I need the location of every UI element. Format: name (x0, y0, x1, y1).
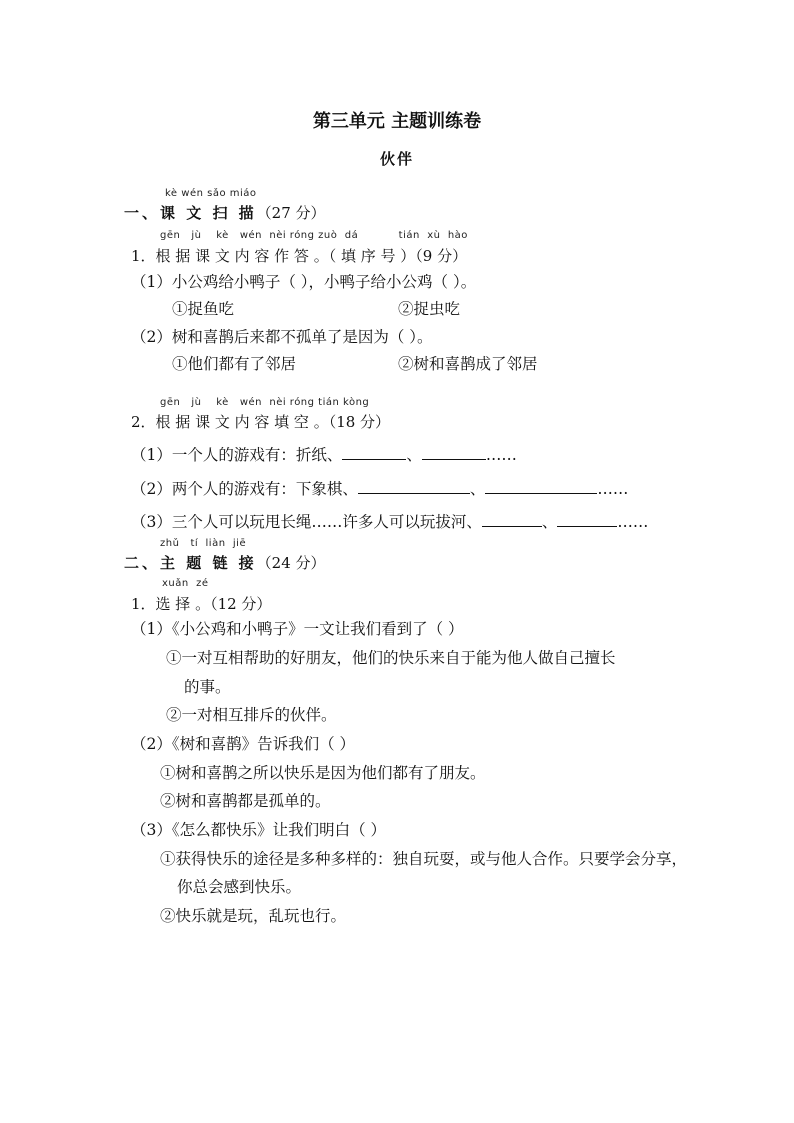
answer-blank[interactable] (482, 512, 542, 527)
q1-item2-option1: ①他们都有了邻居 (172, 355, 297, 373)
q2-line2 (131, 479, 628, 498)
q2-line1 (131, 445, 517, 464)
answer-blank[interactable] (557, 512, 617, 527)
answer-blank[interactable] (342, 445, 406, 460)
s2q1-item3-option1-cont: 你总会感到快乐。 (177, 878, 302, 896)
s2q1-stem: 1．选 择 。（12 分） (131, 595, 272, 613)
s2q1-item1-option2: ②一对相互排斥的伙伴。 (166, 706, 337, 724)
page-title: 第三单元 主题训练卷 (312, 111, 482, 132)
s2q1-item2-stem: （2）《树和喜鹊》告诉我们（ ） (131, 735, 356, 753)
q2-stem: 2．根 据 课 文 内 容 填 空 。（18 分） (131, 413, 391, 431)
s2q1-item2-option2: ②树和喜鹊都是孤单的。 (160, 792, 331, 810)
q2-pinyin: gēn jù kè wén nèi róng tián kòng (160, 397, 370, 408)
section1-heading: 一、课 文 扫 描 (124, 204, 257, 222)
section2-pinyin: zhǔ tí liàn jiē (160, 538, 247, 549)
q2-line3 (131, 512, 648, 531)
s2q1-pinyin: xuǎn zé (162, 578, 209, 589)
separator: 、 (541, 513, 558, 531)
q2-line3-text: （3）三个人可以玩甩长绳……许多人可以玩拔河、 (131, 513, 482, 531)
s2q1-item2-option1: ①树和喜鹊之所以快乐是因为他们都有了朋友。 (160, 764, 486, 782)
section1-score: （27 分） (256, 204, 326, 222)
section1-heading-row (124, 202, 326, 223)
q1-item1: （1）小公鸡给小鸭子（ ），小鸭子给小公鸡（ ）。 (131, 273, 477, 291)
answer-blank[interactable] (485, 479, 597, 494)
page-subtitle: 伙伴 (379, 150, 414, 168)
q1-item1-option1: ①捉鱼吃 (172, 300, 235, 318)
separator: 、 (406, 446, 422, 464)
s2q1-item3-option2: ②快乐就是玩，乱玩也行。 (160, 907, 347, 925)
s2q1-item3-option1: ①获得快乐的途径是多种多样的：独自玩耍，或与他人合作。只要学会分享， (160, 850, 688, 868)
s2q1-item1-option1-cont: 的事。 (184, 678, 231, 696)
ellipsis: …… (485, 446, 517, 464)
q1-pinyin: gēn jù kè wén nèi róng zuò dá tián xù hào (160, 230, 468, 241)
q1-stem: 1．根 据 课 文 内 容 作 答 。（ 填 序 号 ）（9 分） (131, 247, 468, 265)
section2-heading: 二、主 题 链 接 (124, 554, 257, 572)
section2-heading-row (124, 552, 326, 573)
q1-item2: （2）树和喜鹊后来都不孤单了是因为（ ）。 (131, 328, 433, 346)
section1-pinyin: kè wén sǎo miáo (165, 188, 257, 199)
q1-item1-option2: ②捉虫吃 (398, 300, 461, 318)
section2-score: （24 分） (256, 554, 326, 572)
s2q1-item1-option1: ①一对互相帮助的好朋友，他们的快乐来自于能为他人做自己擅长 (166, 649, 616, 667)
separator: 、 (469, 480, 486, 498)
s2q1-item1-stem: （1）《小公鸡和小鸭子》一文让我们看到了（ ） (131, 620, 464, 638)
q2-line1-text: （1）一个人的游戏有：折纸、 (131, 446, 343, 464)
ellipsis: …… (597, 480, 629, 498)
ellipsis: …… (617, 513, 649, 531)
answer-blank[interactable] (358, 479, 470, 494)
answer-blank[interactable] (422, 445, 486, 460)
q1-item2-option2: ②树和喜鹊成了邻居 (398, 355, 538, 373)
q2-line2-text: （2）两个人的游戏有：下象棋、 (131, 480, 358, 498)
s2q1-item3-stem: （3）《怎么都快乐》让我们明白（ ） (131, 821, 387, 839)
